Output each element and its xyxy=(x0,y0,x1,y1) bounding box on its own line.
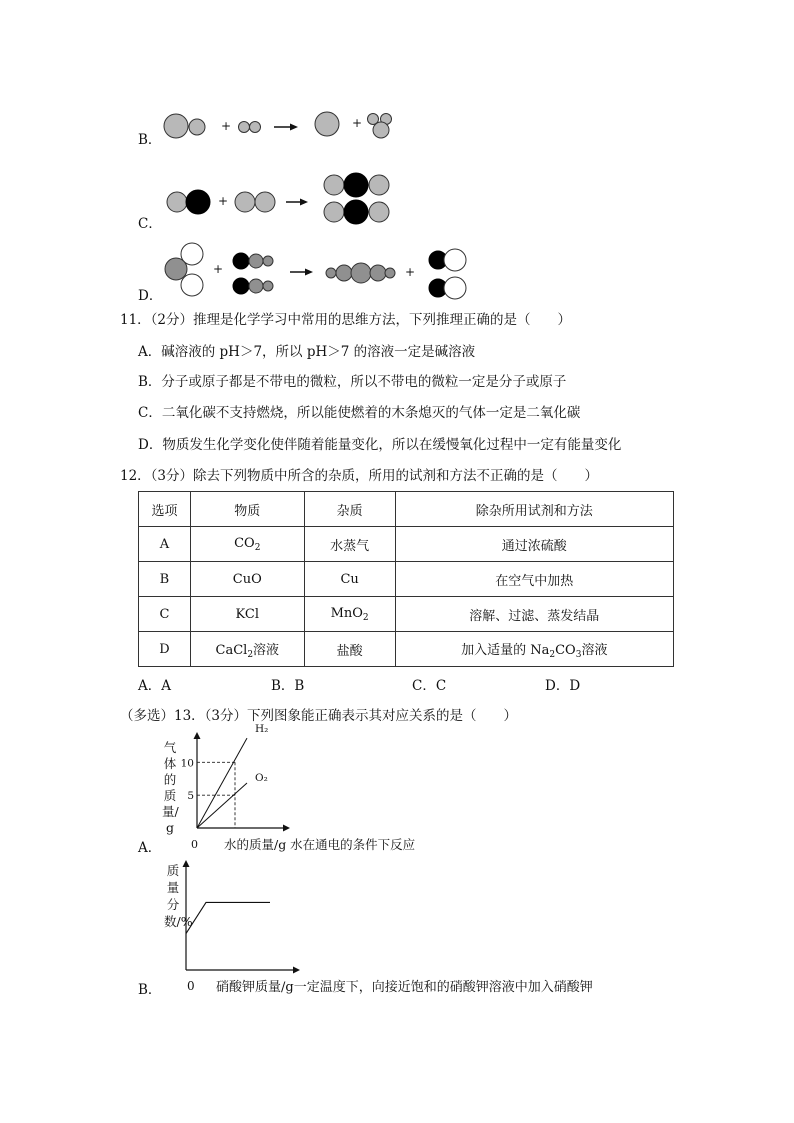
q10-option-c-diagram xyxy=(150,170,410,230)
series-label: O₂ xyxy=(255,772,268,785)
atom-gray xyxy=(235,192,255,212)
plus-sign: + xyxy=(213,262,224,276)
table-cell-option: C xyxy=(139,597,191,632)
formula-suffix: 溶液 xyxy=(253,642,280,658)
q10-option-b-label: B． xyxy=(138,132,162,148)
table-header-cell: 除杂所用试剂和方法 xyxy=(395,492,673,527)
table-row xyxy=(139,562,674,597)
atom-gray xyxy=(255,192,275,212)
table-cell-option: D xyxy=(139,632,191,667)
table-row xyxy=(139,632,674,667)
q12-table xyxy=(138,491,674,667)
atom-gray-tiny xyxy=(250,122,261,133)
plus-sign: + xyxy=(352,116,363,130)
chart-b-origin: 0 xyxy=(187,979,195,993)
atom-black xyxy=(233,253,249,269)
table-cell-method: 通过浓硫酸 xyxy=(395,527,673,562)
atom-gray xyxy=(165,258,187,280)
q13-option-b-label[interactable]: B． xyxy=(138,982,162,998)
series-line xyxy=(186,902,270,933)
method-text: 溶液 xyxy=(581,642,608,658)
q10-option-d-label: D． xyxy=(138,288,163,304)
atom-gray-large xyxy=(351,263,371,283)
q11-option-b[interactable]: B．分子或原子都是不带电的微粒，所以不带电的微粒一定是分子或原子 xyxy=(138,374,567,390)
formula-subscript: 2 xyxy=(549,649,556,660)
q11-option-c[interactable]: C．二氧化碳不支持燃烧，所以能使燃着的木条熄灭的气体一定是二氧化碳 xyxy=(138,405,581,421)
atom-white xyxy=(181,274,203,296)
table-cell-substance xyxy=(190,632,304,667)
y-tick-label: 5 xyxy=(187,790,194,803)
q12-answer-b[interactable]: B．B xyxy=(271,678,305,694)
atom-gray-tiny xyxy=(385,268,395,278)
q13-stem: （多选）13．（3分）下列图象能正确表示其对应关系的是（ ） xyxy=(120,708,518,724)
plus-sign: + xyxy=(221,119,232,133)
atom-gray-large xyxy=(315,112,339,136)
formula-subscript: 2 xyxy=(247,649,254,660)
atom-black-large xyxy=(186,190,210,214)
series-line xyxy=(197,783,247,828)
q10-option-c-label: C． xyxy=(138,216,162,232)
formula: MnO xyxy=(330,605,363,621)
atom-gray-tiny xyxy=(263,281,273,291)
formula-subscript: 2 xyxy=(254,542,261,553)
atom-gray xyxy=(336,265,352,281)
atom-gray xyxy=(324,202,344,222)
q10-option-d-diagram xyxy=(150,240,480,302)
table-header-cell: 选项 xyxy=(139,492,191,527)
q11-option-d[interactable]: D．物质发生化学变化使伴随着能量变化，所以在缓慢氧化过程中一定有能量变化 xyxy=(138,437,622,453)
atom-gray-tiny xyxy=(263,256,273,266)
atom-gray xyxy=(370,265,386,281)
table-cell-substance xyxy=(190,527,304,562)
x-axis-arrow xyxy=(293,967,300,974)
q12-answer-d[interactable]: D．D xyxy=(545,678,581,694)
atom-gray xyxy=(369,202,389,222)
plus-sign: + xyxy=(218,194,229,208)
method-text: 加入适量的 Na xyxy=(461,642,550,658)
reaction-arrowhead xyxy=(300,199,308,206)
q10-option-b-diagram xyxy=(150,105,410,145)
table-row xyxy=(139,597,674,632)
table-cell-method xyxy=(395,632,673,667)
q13-option-b-description: 硝酸钾质量/g一定温度下，向接近饱和的硝酸钾溶液中加入硝酸钾 xyxy=(216,980,593,995)
atom-gray xyxy=(249,279,263,293)
atom-white xyxy=(444,277,466,299)
atom-black-large xyxy=(344,173,368,197)
atom-black xyxy=(233,278,249,294)
table-header-row xyxy=(139,492,674,527)
table-row xyxy=(139,527,674,562)
series-line xyxy=(197,738,247,828)
table-cell-substance: KCl xyxy=(190,597,304,632)
q12-stem: 12．（3分）除去下列物质中所含的杂质，所用的试剂和方法不正确的是（ ） xyxy=(120,468,599,484)
table-cell-method: 在空气中加热 xyxy=(395,562,673,597)
plus-sign: + xyxy=(405,265,416,279)
table-cell-impurity: 盐酸 xyxy=(304,632,395,667)
q13-option-a-description: 水的质量/g 水在通电的条件下反应 xyxy=(224,837,416,852)
table-header-cell: 杂质 xyxy=(304,492,395,527)
q12-answer-a[interactable]: A．A xyxy=(138,678,171,694)
y-tick-label: 10 xyxy=(180,757,194,770)
series-label: H₂ xyxy=(255,723,269,736)
atom-gray-large xyxy=(164,114,188,138)
chart-a-ylabel: 气体的质量/g xyxy=(162,740,179,835)
atom-black-large xyxy=(344,200,368,224)
atom-gray xyxy=(324,175,344,195)
y-axis-arrow xyxy=(183,860,190,867)
atom-gray-small xyxy=(373,122,389,138)
y-axis-arrow xyxy=(194,732,201,739)
table-cell-impurity xyxy=(304,597,395,632)
atom-gray xyxy=(249,254,263,268)
atom-gray xyxy=(369,175,389,195)
q13-option-a-label[interactable]: A． xyxy=(138,840,162,856)
chart-b xyxy=(180,860,305,975)
chart-b-ylabel: 质量分数/% xyxy=(164,863,193,929)
x-axis-arrow xyxy=(283,825,290,832)
q11-option-a[interactable]: A．碱溶液的 pH＞7，所以 pH＞7 的溶液一定是碱溶液 xyxy=(138,344,476,360)
formula-subscript: 2 xyxy=(362,612,369,623)
reaction-arrowhead xyxy=(305,269,313,276)
atom-gray-tiny xyxy=(239,122,250,133)
formula-subscript: 3 xyxy=(575,649,582,660)
table-cell-option: A xyxy=(139,527,191,562)
atom-white xyxy=(444,249,466,271)
atom-gray-small xyxy=(189,119,205,135)
chart-a-origin: 0 xyxy=(191,838,198,851)
formula: CO xyxy=(234,535,255,551)
atom-gray xyxy=(167,192,187,212)
table-cell-impurity: Cu xyxy=(304,562,395,597)
table-cell-option: B xyxy=(139,562,191,597)
table-cell-impurity: 水蒸气 xyxy=(304,527,395,562)
table-cell-method: 溶解、过滤、蒸发结晶 xyxy=(395,597,673,632)
formula: CaCl xyxy=(215,642,248,658)
formula: CO xyxy=(555,642,576,658)
reaction-arrowhead xyxy=(290,124,298,131)
table-cell-substance: CuO xyxy=(190,562,304,597)
atom-gray-tiny xyxy=(326,268,336,278)
table-header-cell: 物质 xyxy=(190,492,304,527)
q11-stem: 11．（2分）推理是化学学习中常用的思维方法，下列推理正确的是（ ） xyxy=(120,312,572,328)
q12-answer-c[interactable]: C．C xyxy=(412,678,447,694)
chart-a xyxy=(180,723,295,840)
